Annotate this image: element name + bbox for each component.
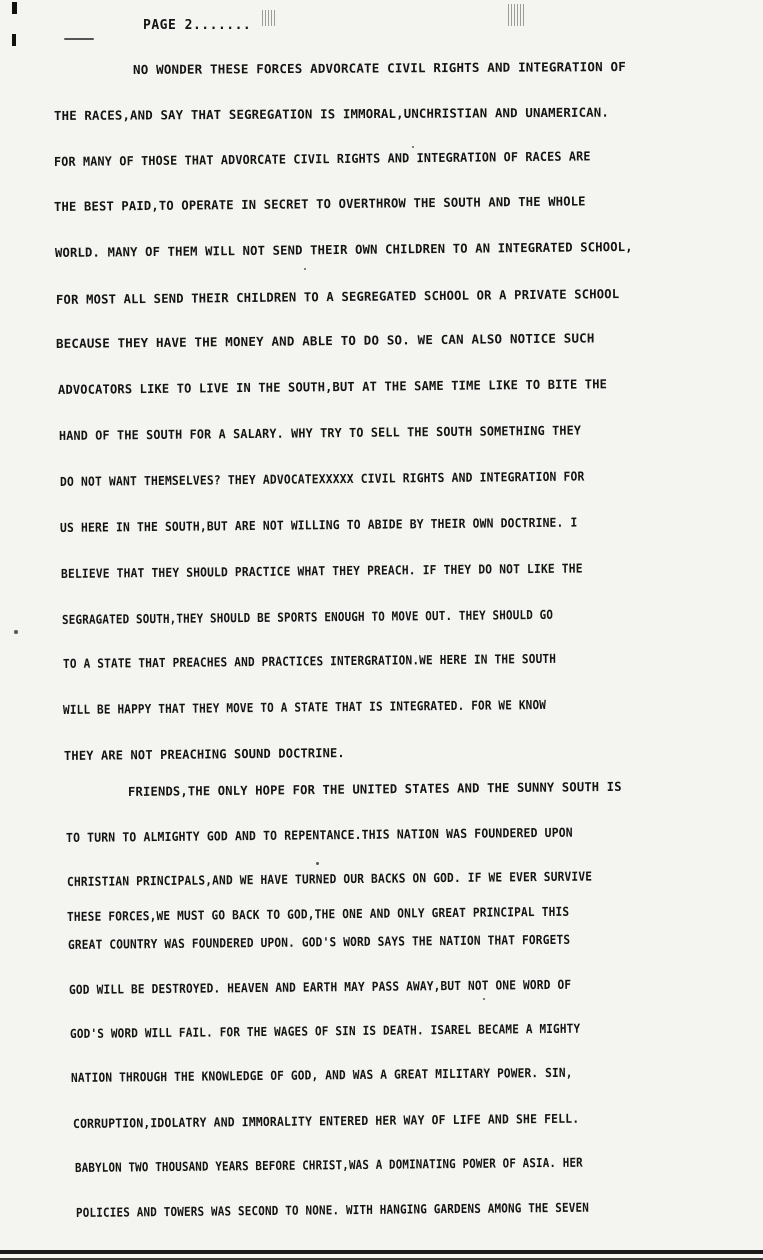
speck <box>304 268 306 270</box>
speck <box>483 998 485 1000</box>
page-bottom-edge <box>0 1250 763 1254</box>
text-line: DO NOT WANT THEMSELVES? THEY ADVOCATEXXXXX CIVIL RIGHTS AND INTEGRATION FOR <box>59 468 585 489</box>
text-line: CHRISTIAN PRINCIPALS,AND WE HAVE TURNED OUR BACKS ON GOD. IF WE EVER SURVIVE <box>66 868 593 889</box>
speck <box>14 630 18 634</box>
text-line: BABYLON TWO THOUSAND YEARS BEFORE CHRIST,WAS A DOMINATING POWER OF ASIA. HER <box>74 1154 583 1175</box>
text-line: THE BEST PAID,TO OPERATE IN SECRET TO OVERTHROW THE SOUTH AND THE WHOLE <box>53 193 586 214</box>
text-line: WORLD. MANY OF THEM WILL NOT SEND THEIR OWN CHILDREN TO AN INTEGRATED SCHOOL, <box>54 238 633 260</box>
speck <box>412 146 414 148</box>
text-line: GOD WILL BE DESTROYED. HEAVEN AND EARTH MAY PASS AWAY,BUT NOT ONE WORD OF <box>68 976 572 997</box>
text-line: BECAUSE THEY HAVE THE MONEY AND ABLE TO DO SO. WE CAN ALSO NOTICE SUCH <box>55 330 595 351</box>
text-line: THESE FORCES,WE MUST GO BACK TO GOD,THE ONE AND ONLY GREAT PRINCIPAL THIS <box>66 903 570 924</box>
text-line: NATION THROUGH THE KNOWLEDGE OF GOD, AND WAS A GREAT MILITARY POWER. SIN, <box>70 1064 573 1085</box>
speck <box>316 862 319 865</box>
text-line: GREAT COUNTRY WAS FOUNDERED UPON. GOD'S WORD SAYS THE NATION THAT FORGETS <box>67 931 571 952</box>
text-line: POLICIES AND TOWERS WAS SECOND TO NONE. WITH HANGING GARDENS AMONG THE SEVEN <box>75 1199 590 1220</box>
text-line: BELIEVE THAT THEY SHOULD PRACTICE WHAT THEY PREACH. IF THEY DO NOT LIKE THE <box>60 560 583 581</box>
page-header: PAGE 2....... <box>143 18 252 33</box>
staple-mark <box>508 4 524 26</box>
text-line: ADVOCATORS LIKE TO LIVE IN THE SOUTH,BUT AT THE SAME TIME LIKE TO BITE THE <box>57 376 608 397</box>
text-line: SEGRAGATED SOUTH,THEY SHOULD BE SPORTS ENOUGH TO MOVE OUT. THEY SHOULD GO <box>61 606 554 627</box>
text-line: THEY ARE NOT PREACHING SOUND DOCTRINE. <box>63 745 345 763</box>
speck <box>64 38 94 40</box>
staple-mark <box>262 10 276 26</box>
text-line: GOD'S WORD WILL FAIL. FOR THE WAGES OF SIN IS DEATH. ISAREL BECAME A MIGHTY <box>69 1020 581 1041</box>
text-line: FRIENDS,THE ONLY HOPE FOR THE UNITED STATES AND THE SUNNY SOUTH IS <box>127 778 622 799</box>
text-line: HAND OF THE SOUTH FOR A SALARY. WHY TRY TO SELL THE SOUTH SOMETHING THEY <box>58 422 582 443</box>
text-line: US HERE IN THE SOUTH,BUT ARE NOT WILLING TO ABIDE BY THEIR OWN DOCTRINE. I <box>59 514 578 535</box>
text-line: TO TURN TO ALMIGHTY GOD AND TO REPENTANCE.THIS NATION WAS FOUNDERED UPON <box>65 824 573 845</box>
text-line: THE RACES,AND SAY THAT SEGREGATION IS IMMORAL,UNCHRISTIAN AND UNAMERICAN. <box>53 104 609 123</box>
margin-mark <box>12 2 17 14</box>
text-line: WILL BE HAPPY THAT THEY MOVE TO A STATE THAT IS INTEGRATED. FOR WE KNOW <box>62 696 547 717</box>
text-line: FOR MOST ALL SEND THEIR CHILDREN TO A SEGREGATED SCHOOL OR A PRIVATE SCHOOL <box>55 286 620 307</box>
text-line: NO WONDER THESE FORCES ADVORCATE CIVIL RIGHTS AND INTEGRATION OF <box>132 58 626 77</box>
text-line: CORRUPTION,IDOLATRY AND IMMORALITY ENTERED HER WAY OF LIFE AND SHE FELL. <box>72 1110 580 1131</box>
text-line: FOR MANY OF THOSE THAT ADVORCATE CIVIL RIGHTS AND INTEGRATION OF RACES ARE <box>53 148 591 169</box>
text-line: TO A STATE THAT PREACHES AND PRACTICES INTERGRATION.WE HERE IN THE SOUTH <box>62 650 557 671</box>
margin-mark <box>12 34 16 46</box>
